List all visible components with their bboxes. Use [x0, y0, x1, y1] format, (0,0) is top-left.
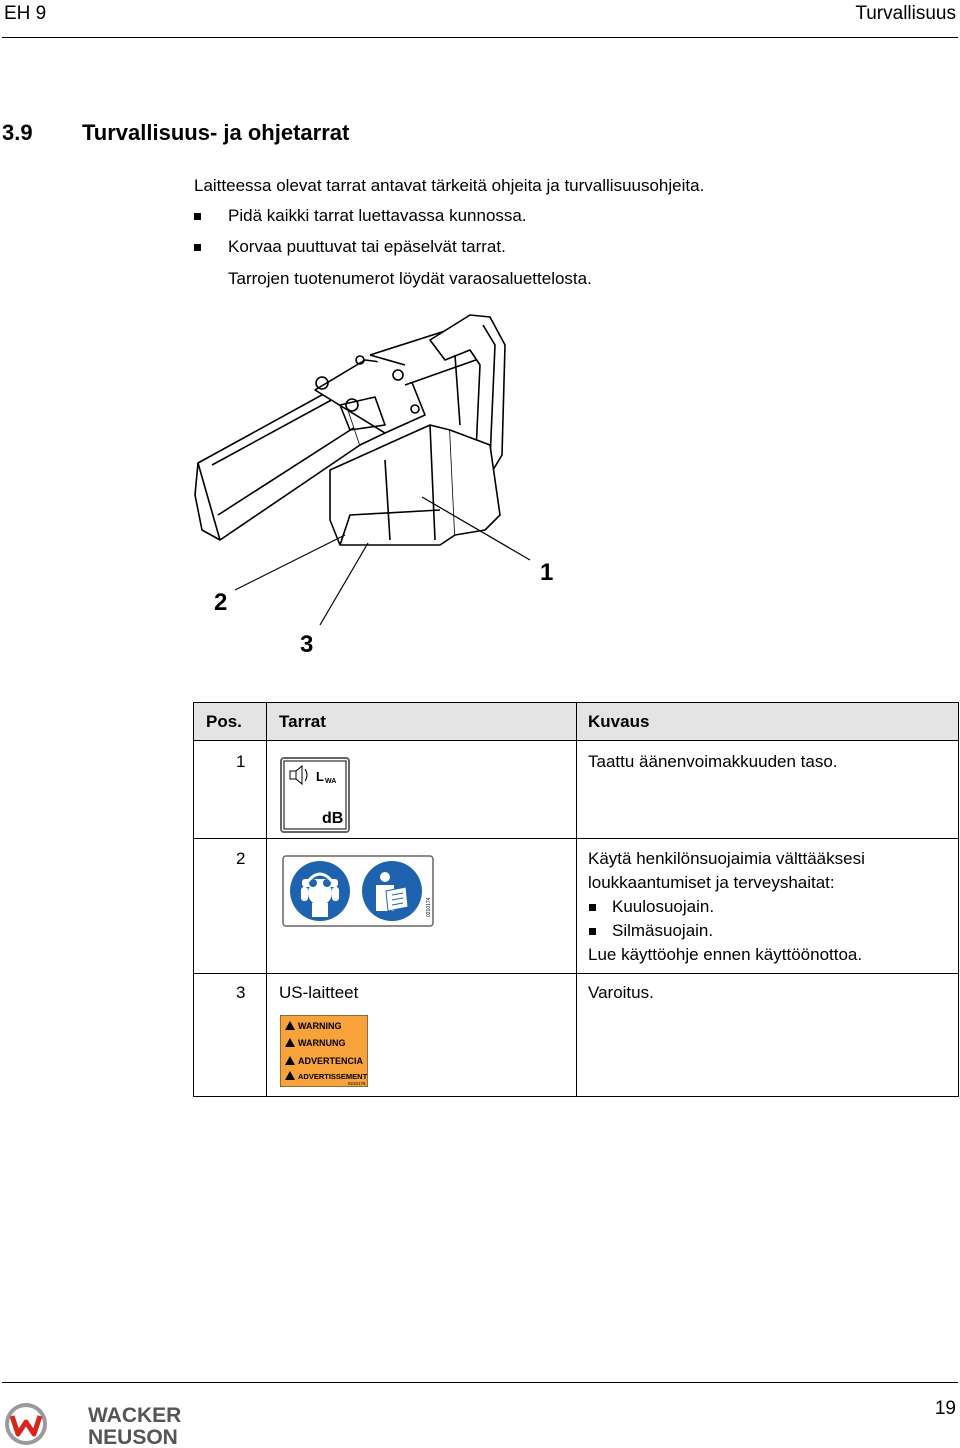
row-1-description: Taattu äänenvoimakkuuden taso. — [588, 752, 838, 771]
callout-leader-3 — [320, 543, 368, 625]
row-3-label: US-laitteet — [279, 983, 359, 1002]
lwa-subscript: WA — [325, 778, 337, 785]
callout-3: 3 — [300, 631, 314, 658]
section-number: 3.9 — [2, 120, 33, 145]
warning-text: WARNUNG — [298, 1038, 346, 1048]
note-text: Tarrojen tuotenumerot löydät varaosaluettelosta. — [228, 269, 592, 288]
row-2-footer: Lue käyttöohje ennen käyttöönottoa. — [588, 945, 863, 964]
breaker-drawing — [195, 315, 505, 545]
intro-text: Laitteessa olevat tarrat antavat tärkeitä ohjeita ja turvallisuusohjeita. — [194, 176, 705, 195]
hearing-eye-protection-icon — [290, 861, 350, 921]
page-number: 19 — [934, 1398, 956, 1419]
row-divider — [194, 973, 958, 974]
row-1-pos: 1 — [236, 752, 246, 771]
callout-2: 2 — [214, 589, 228, 616]
bullet-text: Korvaa puuttuvat tai epäselvät tarrat. — [228, 237, 506, 256]
bullet-text: Pidä kaikki tarrat luettavassa kunnossa. — [228, 206, 527, 225]
warning-text: ADVERTENCIA — [298, 1056, 364, 1066]
ppe-item: Kuulosuojain. — [588, 895, 948, 919]
row-3-pos: 3 — [236, 983, 246, 1002]
ppe-item: Silmäsuojain. — [588, 919, 948, 943]
wacker-neuson-logo — [4, 1400, 214, 1448]
logo-line2: NEUSON — [88, 1426, 178, 1448]
row-2-pos: 2 — [236, 849, 246, 868]
ppe-decal-code: 0210174 — [426, 897, 432, 917]
header-description: Kuvaus — [588, 712, 650, 731]
wacker-neuson-emblem-icon — [5, 1403, 47, 1445]
callout-1: 1 — [540, 559, 554, 586]
db-label: dB — [322, 810, 344, 827]
logo-line1: WACKER — [88, 1404, 182, 1427]
row-2-description — [588, 847, 948, 967]
header-left: EH 9 — [4, 3, 47, 24]
header-rule — [2, 37, 958, 38]
warning-text: ADVERTISSEMENT — [298, 1072, 368, 1081]
bullet-square-icon — [194, 213, 201, 220]
decal-table — [193, 702, 959, 1097]
lwa-label: L — [316, 769, 324, 784]
warning-decal — [280, 1015, 368, 1087]
breaker-illustration — [190, 305, 570, 675]
row-2-description-text: Käytä henkilönsuojaimia välttääksesi loukkaantumiset ja terveyshaitat: — [588, 849, 865, 892]
column-divider — [266, 703, 267, 1096]
read-manual-icon — [362, 861, 422, 921]
callout-leader-2 — [235, 535, 345, 590]
header-labels: Tarrat — [279, 712, 326, 731]
section-title-text: Turvallisuus- ja ohjetarrat — [82, 120, 350, 145]
bullet-square-icon — [194, 244, 201, 251]
column-divider — [576, 703, 577, 1096]
warning-decal-code: 0210176 — [348, 1081, 366, 1086]
header-right: Turvallisuus — [855, 3, 956, 24]
footer-rule — [2, 1382, 958, 1383]
warning-line — [285, 1071, 368, 1081]
ppe-decal — [282, 855, 434, 927]
section-title — [2, 120, 349, 146]
row-divider — [194, 838, 958, 839]
warning-text: WARNING — [298, 1021, 342, 1031]
header-pos: Pos. — [206, 712, 242, 731]
sound-level-decal — [280, 757, 350, 833]
row-3-description: Varoitus. — [588, 983, 654, 1002]
